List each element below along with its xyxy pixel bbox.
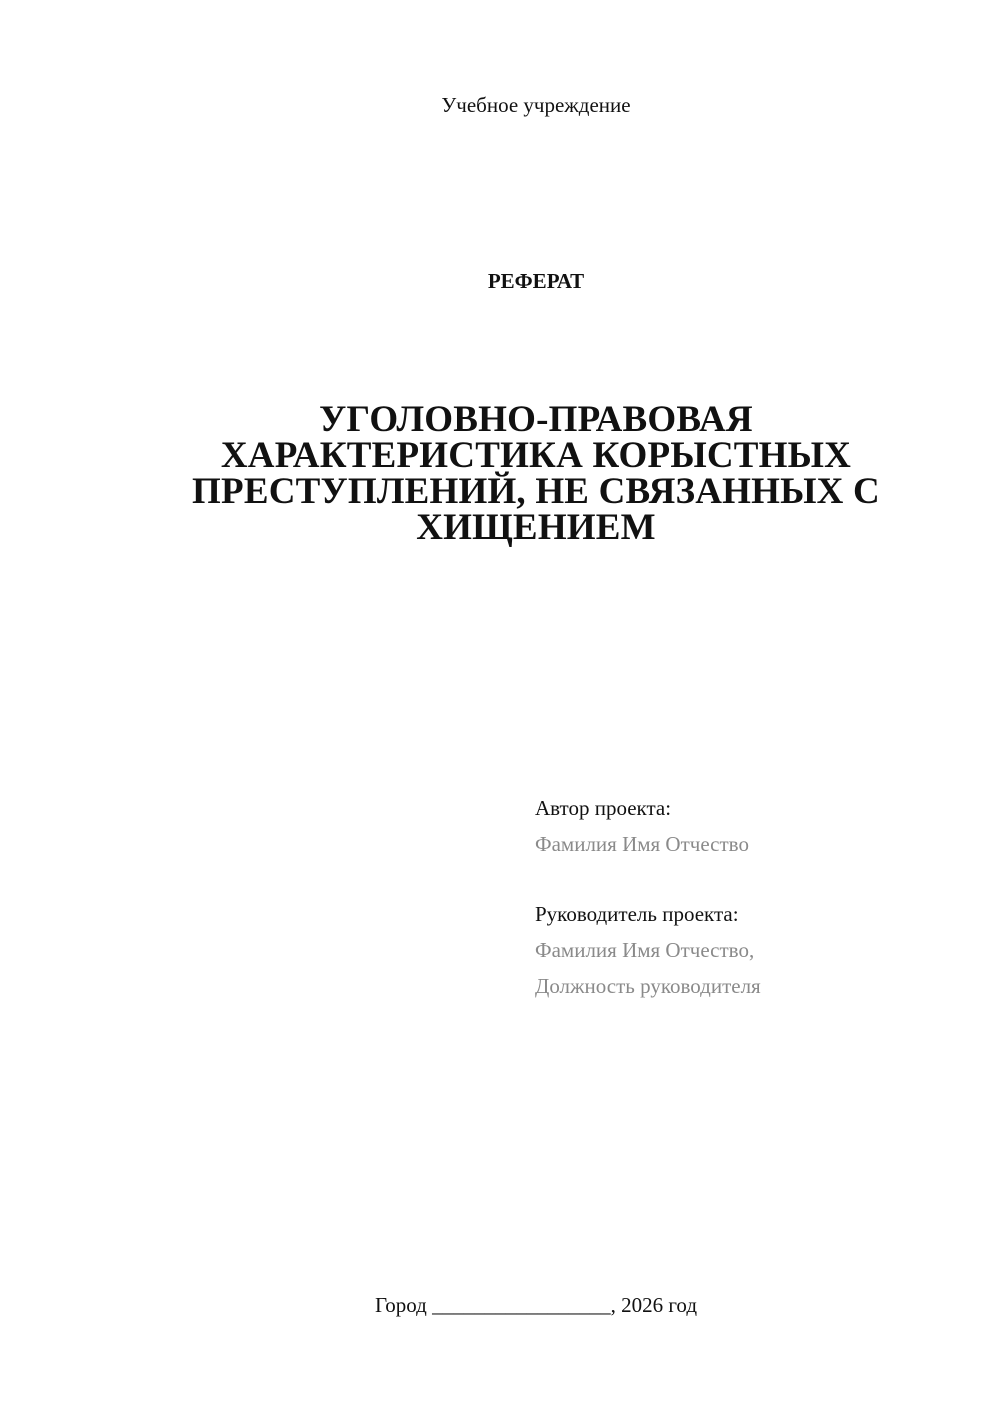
supervisor-name: Фамилия Имя Отчество, <box>535 938 755 962</box>
author-name: Фамилия Имя Отчество <box>535 832 749 856</box>
institution-name: Учебное учреждение <box>441 93 631 117</box>
author-label: Автор проекта: <box>535 796 672 820</box>
title-line: ПРЕСТУПЛЕНИЙ, НЕ СВЯЗАННЫХ С <box>192 471 880 512</box>
supervisor-label: Руководитель проекта: <box>535 902 739 926</box>
supervisor-position: Должность руководителя <box>535 974 761 998</box>
project-info <box>535 790 975 1004</box>
title-line: ХИЩЕНИЕМ <box>416 507 656 548</box>
spacer <box>535 862 975 896</box>
city-year-line: Город _________________, 2026 год <box>374 1293 698 1317</box>
title-line: УГОЛОВНО-ПРАВОВАЯ <box>319 399 753 440</box>
title-line: ХАРАКТЕРИСТИКА КОРЫСТНЫХ <box>220 435 852 476</box>
document-type: РЕФЕРАТ <box>487 269 585 293</box>
document-title <box>120 399 952 548</box>
